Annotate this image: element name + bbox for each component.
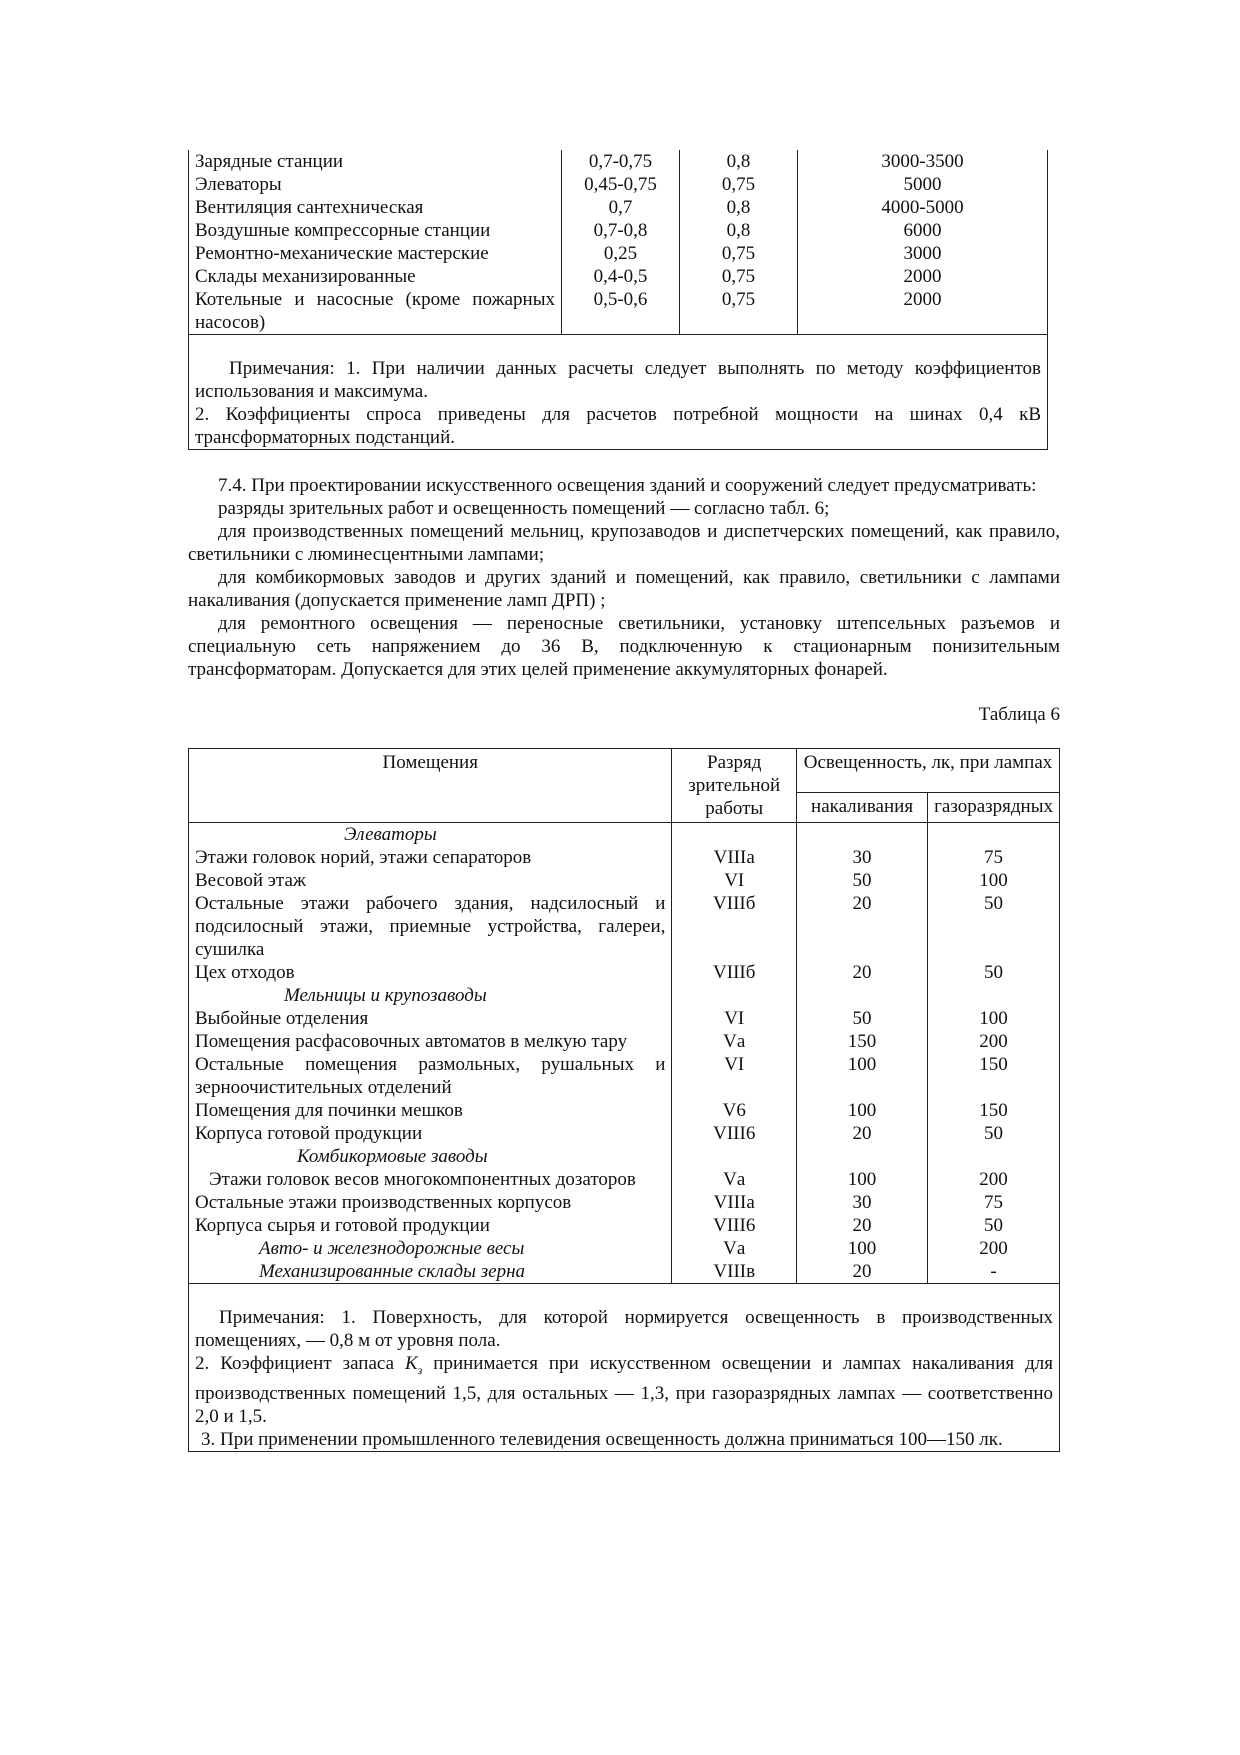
row-kc: 0,4-0,5 <box>562 265 680 288</box>
table-row <box>189 846 1060 869</box>
row-name: Выбойные отделения <box>189 1007 672 1030</box>
row-class: VIIIб <box>672 961 797 984</box>
row-inc: 30 <box>797 1191 928 1214</box>
row-cos: 0,75 <box>680 288 798 335</box>
row-kc: 0,25 <box>562 242 680 265</box>
row-cos: 0,8 <box>680 150 798 173</box>
row-class: VI <box>672 869 797 892</box>
note-2 <box>195 1352 1053 1428</box>
section-7-4 <box>188 474 1060 681</box>
section-title: Элеваторы <box>189 823 672 847</box>
row-name: Этажи головок норий, этажи сепараторов <box>189 846 672 869</box>
k-coefficient <box>405 1353 423 1377</box>
row-inc: 20 <box>797 892 928 961</box>
empty-cell <box>797 984 928 1007</box>
row-class: VIIIв <box>672 1260 797 1284</box>
row-inc: 150 <box>797 1030 928 1053</box>
row-inc: 20 <box>797 1260 928 1284</box>
row-name: Цех отходов <box>189 961 672 984</box>
row-name: Зарядные станции <box>189 150 562 173</box>
row-gas: 100 <box>979 870 1008 891</box>
row-gas: - <box>990 1261 997 1282</box>
table-row <box>189 1237 1060 1260</box>
row-t: 4000-5000 <box>881 197 964 218</box>
note-2-end: принимается при искусственном освещении и лампах накаливания для производственных помещений 1,5, для остальных — 1,3, при газоразрядных лампах — соответственно 2,0 и 1,5. <box>195 1353 1054 1427</box>
paragraph: для комбикормовых заводов и других зданий и помещений, как правило, светильники с лампами накаливания (допускается применение ламп ДРП) ; <box>188 567 1060 611</box>
table-row <box>189 961 1060 984</box>
row-cos: 0,8 <box>680 219 798 242</box>
row-kc: 0,5-0,6 <box>562 288 680 335</box>
note-1: Примечания: 1. Поверхность, для которой нормируется освещенность в производственных помещениях, — 0,8 м от уровня пола. <box>195 1307 1053 1351</box>
row-name: Весовой этаж <box>189 869 672 892</box>
row-inc: 100 <box>797 1237 928 1260</box>
table-row <box>189 288 1048 335</box>
row-inc: 100 <box>797 1168 928 1191</box>
row-class: VIIIа <box>672 846 797 869</box>
row-name: Помещения расфасовочных автоматов в мелкую тару <box>189 1030 672 1053</box>
row-class: Vа <box>672 1237 797 1260</box>
table-notes <box>189 335 1048 450</box>
row-gas: 50 <box>984 1123 1004 1144</box>
header-class: Разряд зрительной работы <box>672 749 797 823</box>
row-gas: 50 <box>984 1215 1004 1236</box>
row-gas: 75 <box>984 1192 1004 1213</box>
row-name: Остальные этажи рабочего здания, надсилосный и подсилосный этажи, приемные устройства, галереи, сушилка <box>189 892 672 961</box>
row-t: 3000-3500 <box>881 151 964 172</box>
row-gas: 100 <box>979 1008 1008 1029</box>
row-name: Элеваторы <box>189 173 562 196</box>
row-gas: 50 <box>984 962 1004 983</box>
row-name: Авто- и железнодорожные весы <box>189 1237 672 1260</box>
row-name: Склады механизированные <box>189 265 562 288</box>
table-row <box>189 173 1048 196</box>
notes-cell <box>189 1284 1060 1452</box>
row-gas: 200 <box>979 1169 1008 1190</box>
row-gas: 150 <box>979 1100 1008 1121</box>
section-title: Мельницы и крупозаводы <box>189 984 672 1007</box>
section-row <box>189 1145 1060 1168</box>
header-gas: газоразрядных <box>928 793 1060 823</box>
table-row <box>189 1053 1060 1099</box>
header-rooms: Помещения <box>189 749 672 823</box>
table-row <box>189 1214 1060 1237</box>
row-kc: 0,7-0,75 <box>562 150 680 173</box>
row-inc: 20 <box>797 961 928 984</box>
paragraph: для ремонтного освещения — переносные светильники, установку штепсельных разъемов и специальную сеть напряжением до 36 В, подключенную к стационарным понизительным трансформаторам. Допускается для этих целей применение аккумуляторных фонарей. <box>188 613 1060 680</box>
row-name: Корпуса сырья и готовой продукции <box>189 1214 672 1237</box>
k-subscript: з <box>417 1362 423 1377</box>
row-class: VI <box>672 1053 797 1099</box>
empty-cell <box>928 984 1060 1007</box>
paragraph: 7.4. При проектировании искусственного освещения зданий и сооружений следует предусматривать: <box>218 475 1037 496</box>
note-2: 2. Коэффициенты спроса приведены для расчетов потребной мощности на шинах 0,4 кВ трансформаторных подстанций. <box>195 404 1041 448</box>
row-name: Остальные этажи производственных корпусов <box>189 1191 672 1214</box>
header-lux: Освещенность, лк, при лампах <box>797 749 1060 793</box>
row-inc: 20 <box>797 1122 928 1145</box>
header-incandescent: накаливания <box>797 793 928 823</box>
table-row <box>189 1122 1060 1145</box>
table-row <box>189 265 1048 288</box>
row-inc: 50 <box>797 869 928 892</box>
table-row <box>189 150 1048 173</box>
row-cos: 0,8 <box>680 196 798 219</box>
table-caption: Таблица 6 <box>978 704 1060 725</box>
table-row <box>189 196 1048 219</box>
row-class: VIII6 <box>672 1122 797 1145</box>
row-name: Механизированные склады зерна <box>189 1260 672 1284</box>
table-row <box>189 1007 1060 1030</box>
table-row <box>189 1030 1060 1053</box>
row-inc: 20 <box>797 1214 928 1237</box>
section-title: Комбикормовые заводы <box>189 1145 672 1168</box>
row-t: 2000 <box>903 266 942 287</box>
row-cos: 0,75 <box>680 242 798 265</box>
table-row <box>189 219 1048 242</box>
table-row <box>189 869 1060 892</box>
page <box>188 150 1060 1452</box>
row-class: Vа <box>672 1030 797 1053</box>
empty-cell <box>928 1145 1060 1168</box>
table-row <box>189 1191 1060 1214</box>
row-kc: 0,45-0,75 <box>562 173 680 196</box>
row-inc: 30 <box>797 846 928 869</box>
empty-cell <box>797 823 928 847</box>
row-name: Вентиляция сантехническая <box>189 196 562 219</box>
row-cos: 0,75 <box>680 265 798 288</box>
paragraph: для производственных помещений мельниц, крупозаводов и диспетчерских помещений, как правило, светильники с люминесцентными лампами; <box>188 521 1060 565</box>
row-inc: 100 <box>797 1053 928 1099</box>
row-name: Воздушные компрессорные станции <box>189 219 562 242</box>
row-class: VIIIб <box>672 892 797 961</box>
row-kc: 0,7 <box>562 196 680 219</box>
row-t: 6000 <box>903 220 942 241</box>
row-gas: 200 <box>979 1238 1008 1259</box>
row-class: VI <box>672 1007 797 1030</box>
row-gas: 150 <box>979 1054 1008 1075</box>
row-name: Помещения для починки мешков <box>189 1099 672 1122</box>
empty-cell <box>797 1145 928 1168</box>
note-2-start: 2. Коэффициент запаса <box>195 1353 395 1374</box>
empty-cell <box>672 1145 797 1168</box>
row-class: V6 <box>672 1099 797 1122</box>
row-name: Котельные и насосные (кроме пожарных насосов) <box>189 288 562 335</box>
row-name: Остальные помещения размольных, рушальных и зерноочистительных отделений <box>189 1053 672 1099</box>
row-gas: 200 <box>979 1031 1008 1052</box>
note-1: Примечания: 1. При наличии данных расчеты следует выполнять по методу коэффициентов использования и максимума. <box>195 358 1041 402</box>
row-name: Этажи головок весов многокомпонентных дозаторов <box>189 1168 672 1191</box>
table-row <box>189 1168 1060 1191</box>
row-inc: 100 <box>797 1099 928 1122</box>
row-class: VIII6 <box>672 1214 797 1237</box>
table-notes <box>189 1284 1060 1452</box>
table-row <box>189 242 1048 265</box>
row-gas: 50 <box>984 893 1004 914</box>
empty-cell <box>928 823 1060 847</box>
paragraph: разряды зрительных работ и освещенность помещений — согласно табл. 6; <box>218 498 830 519</box>
row-class: Vа <box>672 1168 797 1191</box>
header-row <box>189 749 1060 793</box>
table-coefficients <box>188 150 1048 450</box>
table-row <box>189 1260 1060 1284</box>
row-t: 3000 <box>903 243 942 264</box>
row-t: 2000 <box>903 289 942 310</box>
table-row <box>189 892 1060 961</box>
row-inc: 50 <box>797 1007 928 1030</box>
empty-cell <box>672 823 797 847</box>
row-name: Корпуса готовой продукции <box>189 1122 672 1145</box>
row-name: Ремонтно-механические мастерские <box>189 242 562 265</box>
k-letter: К <box>405 1353 418 1374</box>
section-row <box>189 823 1060 847</box>
row-t: 5000 <box>903 174 942 195</box>
table-row <box>189 1099 1060 1122</box>
section-row <box>189 984 1060 1007</box>
row-kc: 0,7-0,8 <box>562 219 680 242</box>
empty-cell <box>672 984 797 1007</box>
row-cos: 0,75 <box>680 173 798 196</box>
row-gas: 75 <box>984 847 1004 868</box>
table-6 <box>188 748 1060 1452</box>
note-3: 3. При применении промышленного телевидения освещенность должна приниматься 100—150 лк. <box>201 1428 1003 1450</box>
row-class: VIIIа <box>672 1191 797 1214</box>
notes-cell <box>189 335 1048 450</box>
